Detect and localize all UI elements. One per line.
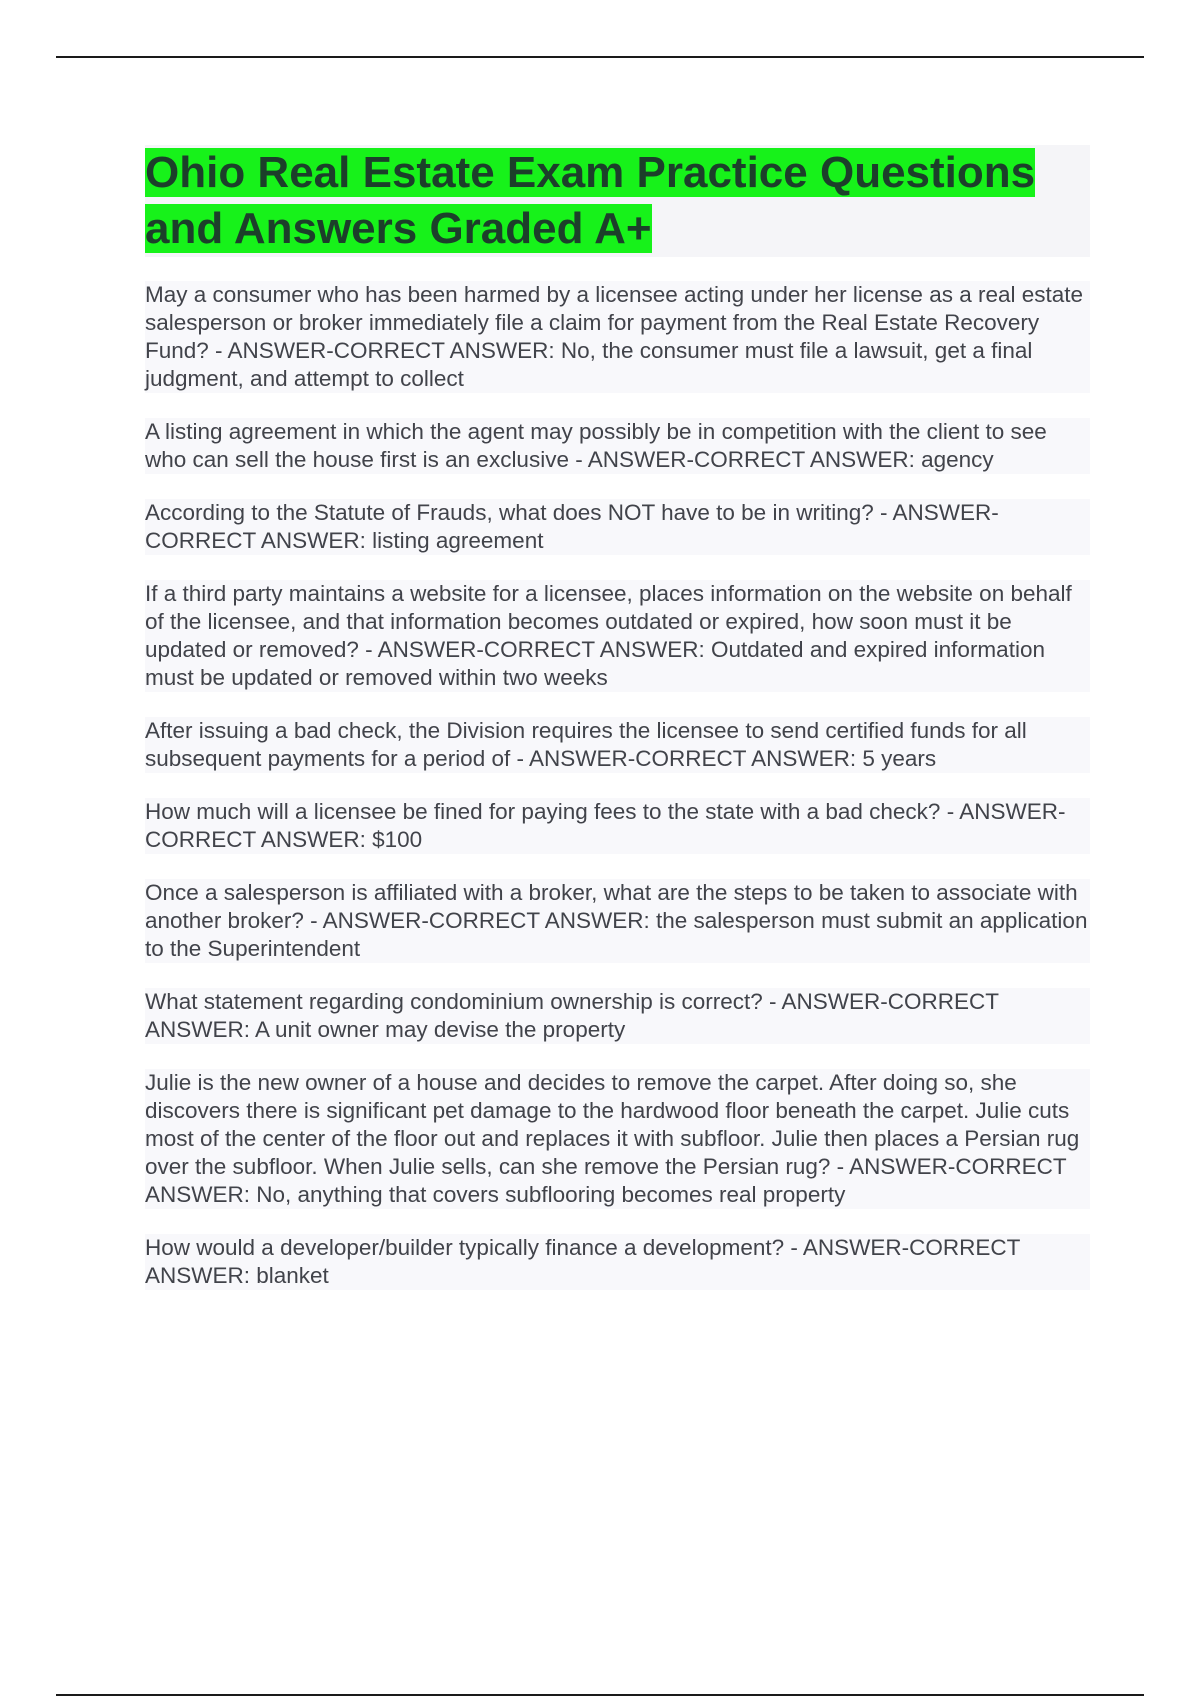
- qa-item: Julie is the new owner of a house and decides to remove the carpet. After doing so, she discovers there is significant pet damage to the hardwood floor beneath the carpet. Julie cuts most of the center of the floor out and replaces it with subfloor. Julie then places a Persian rug over the subfloor. When Julie sells, can she remove the Persian rug? - ANSWER-CORRECT ANSWER: No, anything that covers subflooring becomes real property: [145, 1069, 1090, 1209]
- qa-item: According to the Statute of Frauds, what does NOT have to be in writing? - ANSWER-CORRECT ANSWER: listing agreement: [145, 499, 1090, 555]
- title-block: [145, 145, 1090, 257]
- qa-item: A listing agreement in which the agent may possibly be in competition with the client to see who can sell the house first is an exclusive - ANSWER-CORRECT ANSWER: agency: [145, 418, 1090, 474]
- qa-item: How would a developer/builder typically finance a development? - ANSWER-CORRECT ANSWER: blanket: [145, 1234, 1090, 1290]
- qa-item: If a third party maintains a website for a licensee, places information on the website on behalf of the licensee, and that information becomes outdated or expired, how soon must it be updated or removed? - ANSWER-CORRECT ANSWER: Outdated and expired information must be updated or removed within two weeks: [145, 580, 1090, 692]
- bottom-rule: [56, 1694, 1144, 1696]
- document-body: [145, 145, 1090, 1315]
- title-highlight: Ohio Real Estate Exam Practice Questions and Answers Graded A+: [145, 148, 1036, 253]
- qa-item: After issuing a bad check, the Division requires the licensee to send certified funds for all subsequent payments for a period of - ANSWER-CORRECT ANSWER: 5 years: [145, 717, 1090, 773]
- qa-item: What statement regarding condominium ownership is correct? - ANSWER-CORRECT ANSWER: A unit owner may devise the property: [145, 988, 1090, 1044]
- qa-item: May a consumer who has been harmed by a licensee acting under her license as a real estate salesperson or broker immediately file a claim for payment from the Real Estate Recovery Fund? - ANSWER-CORRECT ANSWER: No, the consumer must file a lawsuit, get a final judgment, and attempt to collect: [145, 281, 1090, 393]
- qa-item: How much will a licensee be fined for paying fees to the state with a bad check? - ANSWER-CORRECT ANSWER: $100: [145, 798, 1090, 854]
- qa-item: Once a salesperson is affiliated with a broker, what are the steps to be taken to associate with another broker? - ANSWER-CORRECT ANSWER: the salesperson must submit an application to the Superintendent: [145, 879, 1090, 963]
- document-title: [145, 145, 1090, 257]
- top-rule: [56, 56, 1144, 58]
